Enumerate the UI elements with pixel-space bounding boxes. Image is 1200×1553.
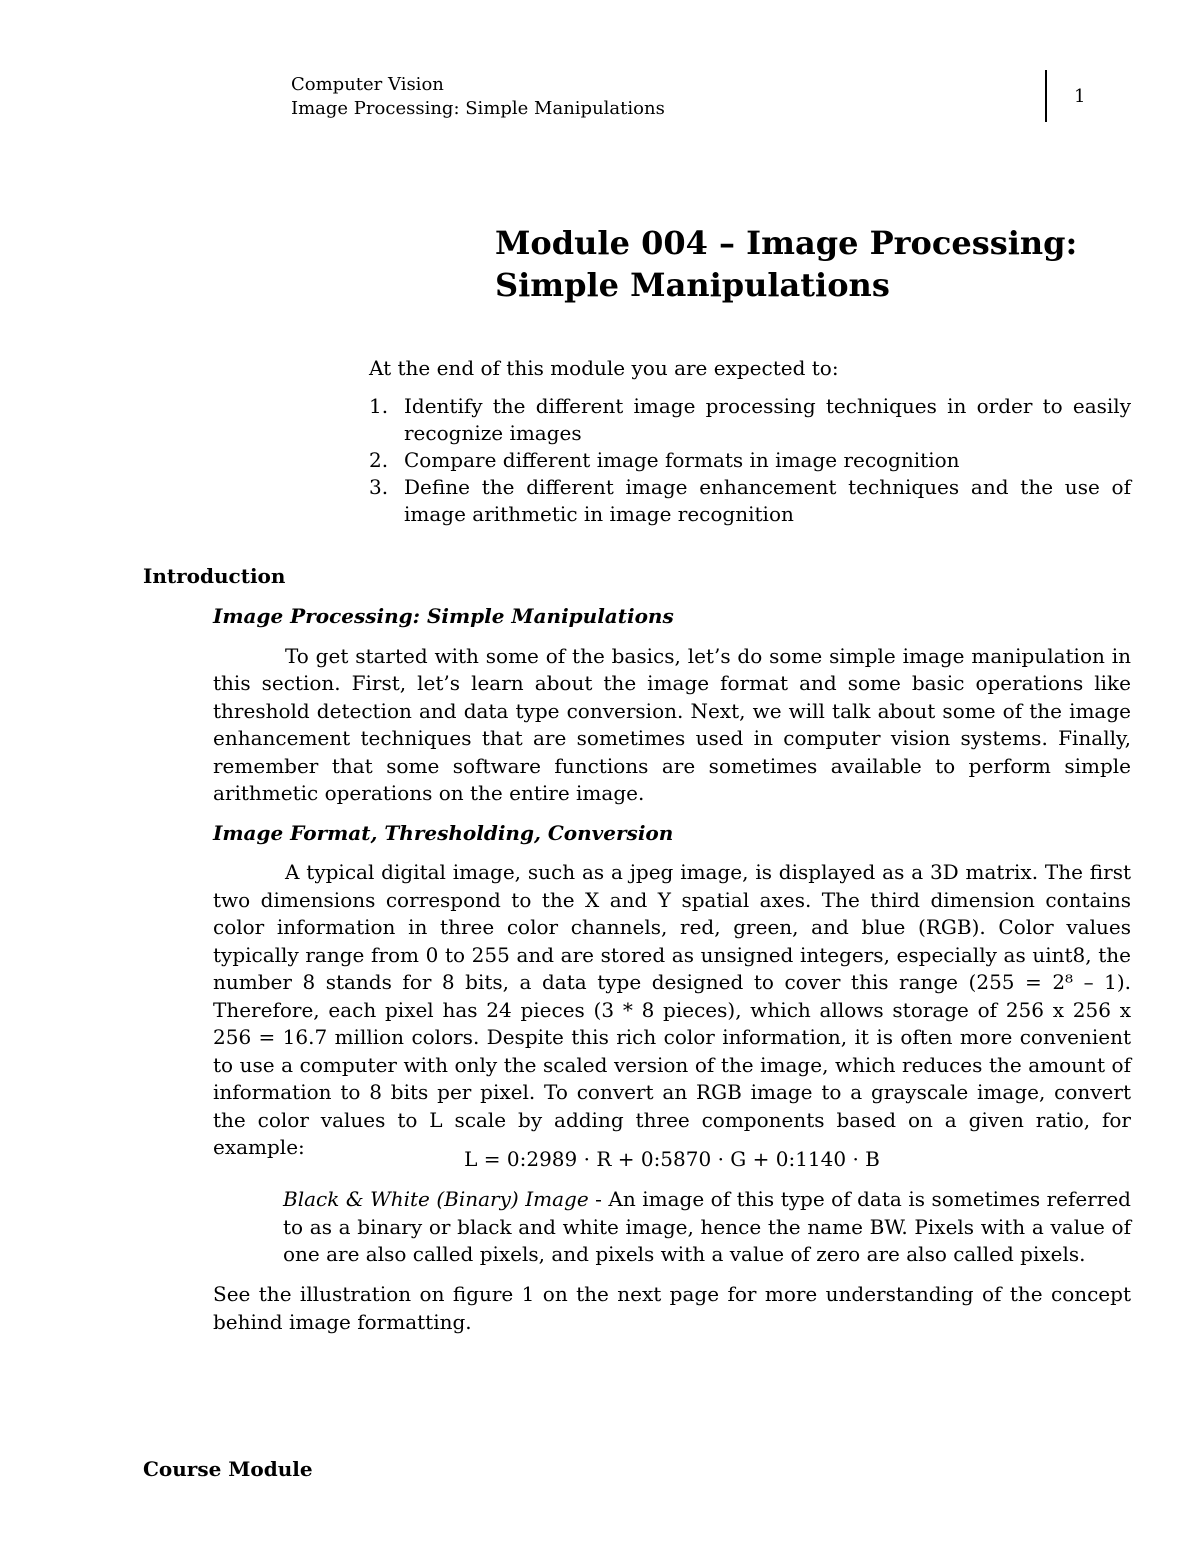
paragraph-intro: To get started with some of the basics, let’s do some simple image manipulation in this section. First, let’s learn about the image format and some basic operations like threshold detection and data type conversion. Next, we will talk about some of the image enhancement techniques that are sometimes used in computer vision systems. Finally, remember that some software functions are sometimes available to perform simple arithmetic operations on the entire image. [213, 643, 1131, 805]
section-heading-introduction: Introduction [143, 564, 286, 588]
paragraph-closing: See the illustration on figure 1 on the next page for more understanding of the concept behind image formatting. [213, 1282, 1131, 1334]
definition-term: Black & White (Binary) Image [283, 1187, 589, 1211]
objective-number: 1. [369, 394, 389, 418]
objective-text: Define the different image enhancement techniques and the use of image arithmetic in image recognition [404, 475, 1131, 526]
objectives-lead: At the end of this module you are expected to: [369, 356, 839, 380]
subheading-simple-manipulations: Image Processing: Simple Manipulations [213, 604, 674, 628]
subheading-image-format: Image Format, Thresholding, Conversion [213, 820, 674, 845]
definition-text: - An image of this type of data is sometimes referred to as a binary or black and white image, hence the name BW. Pixels with a value of one are also called pixels, and pixels with a value of zero are also called pixels. [283, 1187, 1131, 1266]
intro-section [213, 603, 1131, 1162]
objective-number: 3. [369, 475, 389, 499]
objective-number: 2. [369, 448, 389, 472]
header-course: Computer Vision [291, 74, 444, 95]
objective-item [369, 393, 1131, 447]
header-topic: Image Processing: Simple Manipulations [291, 98, 665, 119]
running-header [291, 73, 665, 121]
page-number: 1 [1074, 86, 1086, 107]
binary-image-definition [283, 1186, 1131, 1269]
page-footer: Course Module [143, 1457, 313, 1481]
header-divider [1045, 70, 1047, 122]
objectives-list [369, 393, 1131, 528]
objective-item [369, 474, 1131, 528]
learning-objectives [369, 355, 1131, 528]
objective-text: Compare different image formats in image recognition [404, 448, 960, 472]
objective-item [369, 447, 1131, 474]
module-title: Module 004 – Image Processing: Simple Manipulations [495, 224, 1078, 304]
paragraph-image-format: A typical digital image, such as a jpeg image, is displayed as a 3D matrix. The first two dimensions correspond to the X and Y spatial axes. The third dimension contains color information in three color channels, red, green, and blue (RGB). Color values typically range from 0 to 255 and are stored as unsigned integers, especially as uint8, the number 8 stands for 8 bits, a data type designed to cover this range (255 = 2⁸ – 1). Therefore, each pixel has 24 pieces (3 * 8 pieces), which allows storage of 256 x 256 x 256 = 16.7 million colors. Despite this rich color information, it is often more convenient to use a computer with only the scaled version of the image, which reduces the amount of information to 8 bits per pixel. To convert an RGB image to a grayscale image, convert the color values to L scale by adding three components based on a given ratio, for example: [213, 860, 1131, 1159]
grayscale-formula: L = 0:2989 · R + 0:5870 · G + 0:1140 · B [464, 1147, 880, 1171]
closing-section [213, 1281, 1131, 1336]
objective-text: Identify the different image processing techniques in order to easily recognize images [404, 394, 1131, 445]
